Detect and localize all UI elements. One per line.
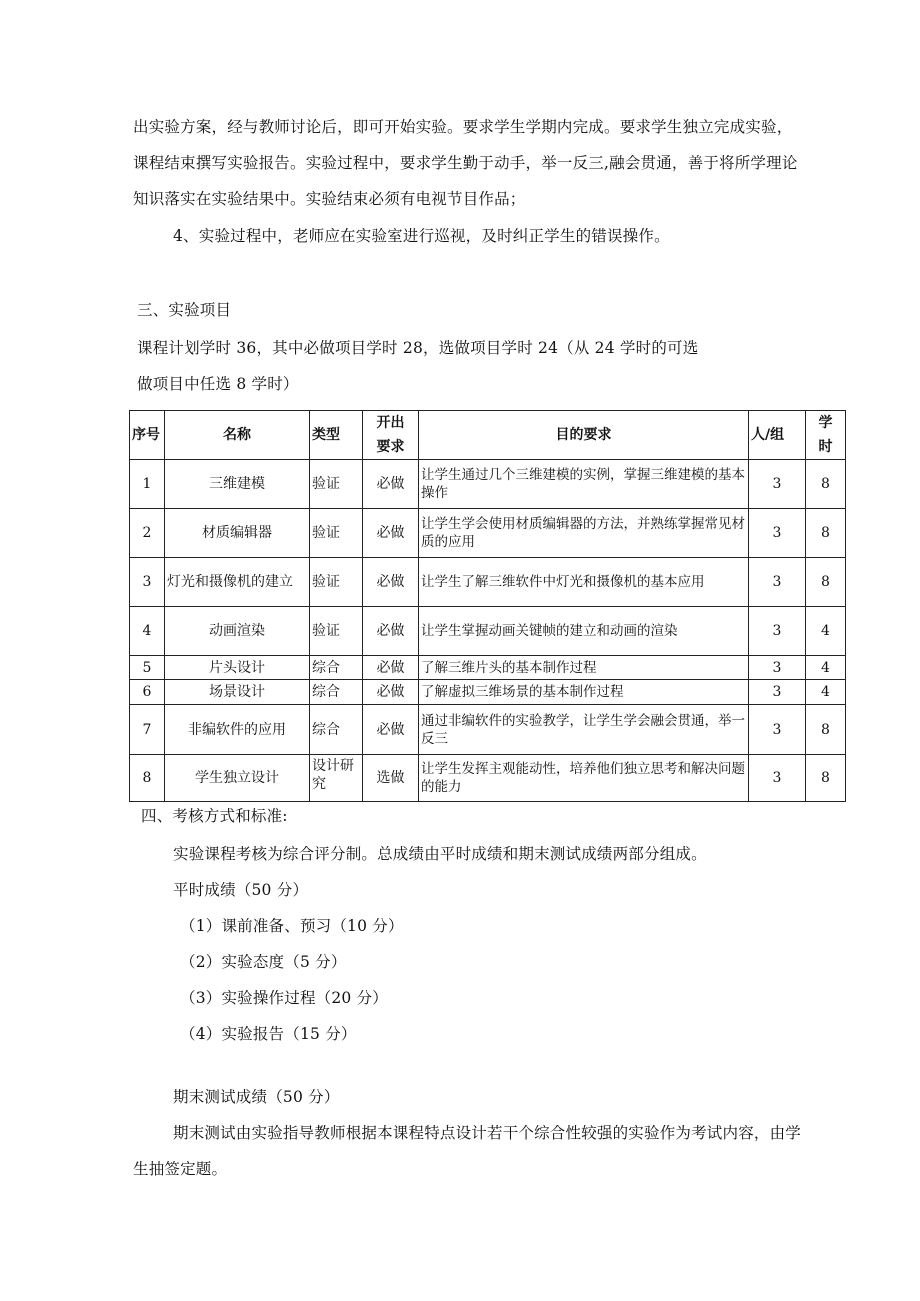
row-persons: 3 xyxy=(749,558,806,607)
row-type: 验证 xyxy=(310,558,363,607)
row-type: 综合 xyxy=(310,656,363,680)
row-persons: 3 xyxy=(749,705,806,755)
row-persons: 3 xyxy=(749,607,806,656)
row-name: 灯光和摄像机的建立 xyxy=(165,558,310,607)
header-offer xyxy=(363,411,419,460)
final-desc-1: 期末测试由实验指导教师根据本课程特点设计若干个综合性较强的实验作为考试内容，由学 xyxy=(173,1124,802,1142)
row-offer: 必做 xyxy=(363,607,419,656)
row-offer: 必做 xyxy=(363,656,419,680)
row-persons: 3 xyxy=(749,509,806,558)
intro-line-3: 知识落实在实验结果中。实验结束必须有电视节目作品； xyxy=(133,190,526,208)
row-hours: 8 xyxy=(806,460,846,509)
table-header-row xyxy=(130,411,846,460)
row-goal: 通过非编软件的实验教学，让学生学会融会贯通，举一反三 xyxy=(419,705,749,755)
final-desc-2: 生抽签定题。 xyxy=(133,1160,228,1178)
header-offer-a: 开出 xyxy=(376,415,405,431)
header-goal: 目的要求 xyxy=(419,411,749,460)
header-persons: 人/组 xyxy=(749,411,806,460)
row-offer: 必做 xyxy=(363,680,419,705)
row-hours: 4 xyxy=(806,607,846,656)
table-row xyxy=(130,656,846,680)
row-num: 4 xyxy=(130,607,165,656)
row-num: 5 xyxy=(130,656,165,680)
row-name: 学生独立设计 xyxy=(165,755,310,802)
section3-desc-2: 做项目中任选 8 学时） xyxy=(137,375,299,393)
table-row xyxy=(130,705,846,755)
row-goal: 让学生通过几个三维建模的实例，掌握三维建模的基本操作 xyxy=(419,460,749,509)
row-name: 动画渲染 xyxy=(165,607,310,656)
header-num: 序号 xyxy=(130,411,165,460)
row-persons: 3 xyxy=(749,680,806,705)
row-hours: 4 xyxy=(806,656,846,680)
table-row xyxy=(130,607,846,656)
row-num: 2 xyxy=(130,509,165,558)
row-offer: 必做 xyxy=(363,509,419,558)
regular-item-4: （4）实验报告（15 分） xyxy=(180,1025,357,1043)
row-type: 验证 xyxy=(310,460,363,509)
row-num: 6 xyxy=(130,680,165,705)
row-hours: 8 xyxy=(806,558,846,607)
row-offer: 必做 xyxy=(363,460,419,509)
projects-table xyxy=(129,410,846,802)
row-type: 验证 xyxy=(310,607,363,656)
row-name: 材质编辑器 xyxy=(165,509,310,558)
regular-item-3: （3）实验操作过程（20 分） xyxy=(180,989,389,1007)
row-type: 设计研究 xyxy=(310,755,363,802)
header-offer-b: 要求 xyxy=(376,439,405,455)
row-hours: 8 xyxy=(806,509,846,558)
intro-line-1: 出实验方案，经与教师讨论后，即可开始实验。要求学生学期内完成。要求学生独立完成实验， xyxy=(133,118,793,136)
row-type: 综合 xyxy=(310,680,363,705)
row-persons: 3 xyxy=(749,460,806,509)
row-offer: 选做 xyxy=(363,755,419,802)
section4-title: 四、考核方式和标准: xyxy=(141,807,288,825)
row-num: 3 xyxy=(130,558,165,607)
row-goal: 了解三维片头的基本制作过程 xyxy=(419,656,749,680)
table-row xyxy=(130,460,846,509)
header-hours-b: 时 xyxy=(818,439,833,455)
row-name: 三维建模 xyxy=(165,460,310,509)
final-score-title: 期末测试成绩（50 分） xyxy=(173,1088,340,1106)
row-hours: 8 xyxy=(806,755,846,802)
row-type: 综合 xyxy=(310,705,363,755)
row-hours: 4 xyxy=(806,680,846,705)
row-goal: 让学生学会使用材质编辑器的方法，并熟练掌握常见材质的应用 xyxy=(419,509,749,558)
header-hours-a: 学 xyxy=(818,415,833,431)
intro-line-2: 课程结束撰写实验报告。实验过程中，要求学生勤于动手，举一反三,融会贯通，善于将所学理论 xyxy=(133,154,798,172)
row-offer: 必做 xyxy=(363,558,419,607)
row-persons: 3 xyxy=(749,656,806,680)
row-goal: 让学生了解三维软件中灯光和摄像机的基本应用 xyxy=(419,558,749,607)
row-name: 片头设计 xyxy=(165,656,310,680)
section3-title: 三、实验项目 xyxy=(137,301,232,319)
row-goal: 让学生发挥主观能动性，培养他们独立思考和解决问题的能力 xyxy=(419,755,749,802)
row-goal: 让学生掌握动画关键帧的建立和动画的渲染 xyxy=(419,607,749,656)
table-row xyxy=(130,509,846,558)
table-row xyxy=(130,755,846,802)
row-num: 7 xyxy=(130,705,165,755)
section4-desc: 实验课程考核为综合评分制。总成绩由平时成绩和期末测试成绩两部分组成。 xyxy=(173,845,707,863)
section3-desc-1: 课程计划学时 36，其中必做项目学时 28，选做项目学时 24（从 24 学时的可选 xyxy=(137,339,699,357)
row-hours: 8 xyxy=(806,705,846,755)
header-type: 类型 xyxy=(310,411,363,460)
row-name: 非编软件的应用 xyxy=(165,705,310,755)
row-offer: 必做 xyxy=(363,705,419,755)
row-persons: 3 xyxy=(749,755,806,802)
regular-score-title: 平时成绩（50 分） xyxy=(173,881,309,899)
regular-item-1: （1）课前准备、预习（10 分） xyxy=(180,917,404,935)
table-row xyxy=(130,680,846,705)
regular-item-2: （2）实验态度（5 分） xyxy=(180,953,347,971)
table-row xyxy=(130,558,846,607)
row-num: 8 xyxy=(130,755,165,802)
row-num: 1 xyxy=(130,460,165,509)
intro-line-4: 4、实验过程中，老师应在实验室进行巡视，及时纠正学生的错误操作。 xyxy=(173,227,670,245)
header-name: 名称 xyxy=(165,411,310,460)
row-name: 场景设计 xyxy=(165,680,310,705)
row-goal: 了解虚拟三维场景的基本制作过程 xyxy=(419,680,749,705)
header-hours xyxy=(806,411,846,460)
row-type: 验证 xyxy=(310,509,363,558)
